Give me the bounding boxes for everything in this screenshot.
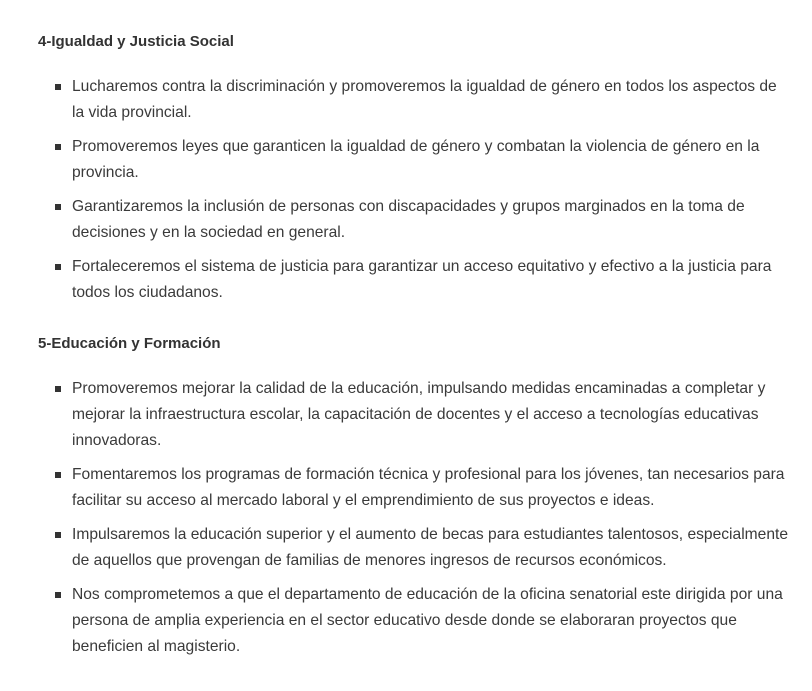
list-item-text: Garantizaremos la inclusión de personas con discapacidades y grupos marginados en la toma de decisiones y en la sociedad en general. bbox=[72, 198, 745, 241]
list-item bbox=[0, 582, 806, 660]
section-heading-educacion: 5-Educación y Formación bbox=[38, 335, 221, 352]
bullet-list-igualdad bbox=[0, 74, 812, 314]
bullet-icon bbox=[55, 386, 61, 392]
list-item-text: Lucharemos contra la discriminación y promoveremos la igualdad de género en todos los aspectos de la vida provincial. bbox=[72, 78, 777, 121]
bullet-list-educacion bbox=[0, 376, 812, 668]
list-item bbox=[0, 254, 806, 306]
bullet-icon bbox=[55, 532, 61, 538]
list-item-text: Impulsaremos la educación superior y el aumento de becas para estudiantes talentosos, especialmente de aquellos que provengan de familias de menores ingresos de recursos económicos. bbox=[72, 526, 788, 569]
list-item-text: Fomentaremos los programas de formación técnica y profesional para los jóvenes, tan necesarios para facilitar su acceso al mercado laboral y el emprendimiento de sus proyectos e ideas. bbox=[72, 466, 785, 509]
bullet-icon bbox=[55, 592, 61, 598]
list-item bbox=[0, 134, 806, 186]
list-item-text: Fortaleceremos el sistema de justicia para garantizar un acceso equitativo y efectivo a la justicia para todos los ciudadanos. bbox=[72, 258, 772, 301]
list-item bbox=[0, 74, 806, 126]
list-item-text: Promoveremos mejorar la calidad de la educación, impulsando medidas encaminadas a completar y mejorar la infraestructura escolar, la capacitación de docentes y el acceso a tecnologías educativas innovadoras. bbox=[72, 380, 766, 449]
bullet-icon bbox=[55, 264, 61, 270]
list-item bbox=[0, 376, 806, 454]
bullet-icon bbox=[55, 84, 61, 90]
list-item-text: Promoveremos leyes que garanticen la igualdad de género y combatan la violencia de género en la provincia. bbox=[72, 138, 760, 181]
section-heading-igualdad: 4-Igualdad y Justicia Social bbox=[38, 33, 234, 50]
bullet-icon bbox=[55, 144, 61, 150]
bullet-icon bbox=[55, 204, 61, 210]
list-item bbox=[0, 194, 806, 246]
list-item-text: Nos comprometemos a que el departamento de educación de la oficina senatorial este dirigida por una persona de amplia experiencia en el sector educativo desde donde se elaboraran proyectos que beneficien al magisterio. bbox=[72, 586, 783, 655]
list-item bbox=[0, 522, 806, 574]
list-item bbox=[0, 462, 806, 514]
bullet-icon bbox=[55, 472, 61, 478]
